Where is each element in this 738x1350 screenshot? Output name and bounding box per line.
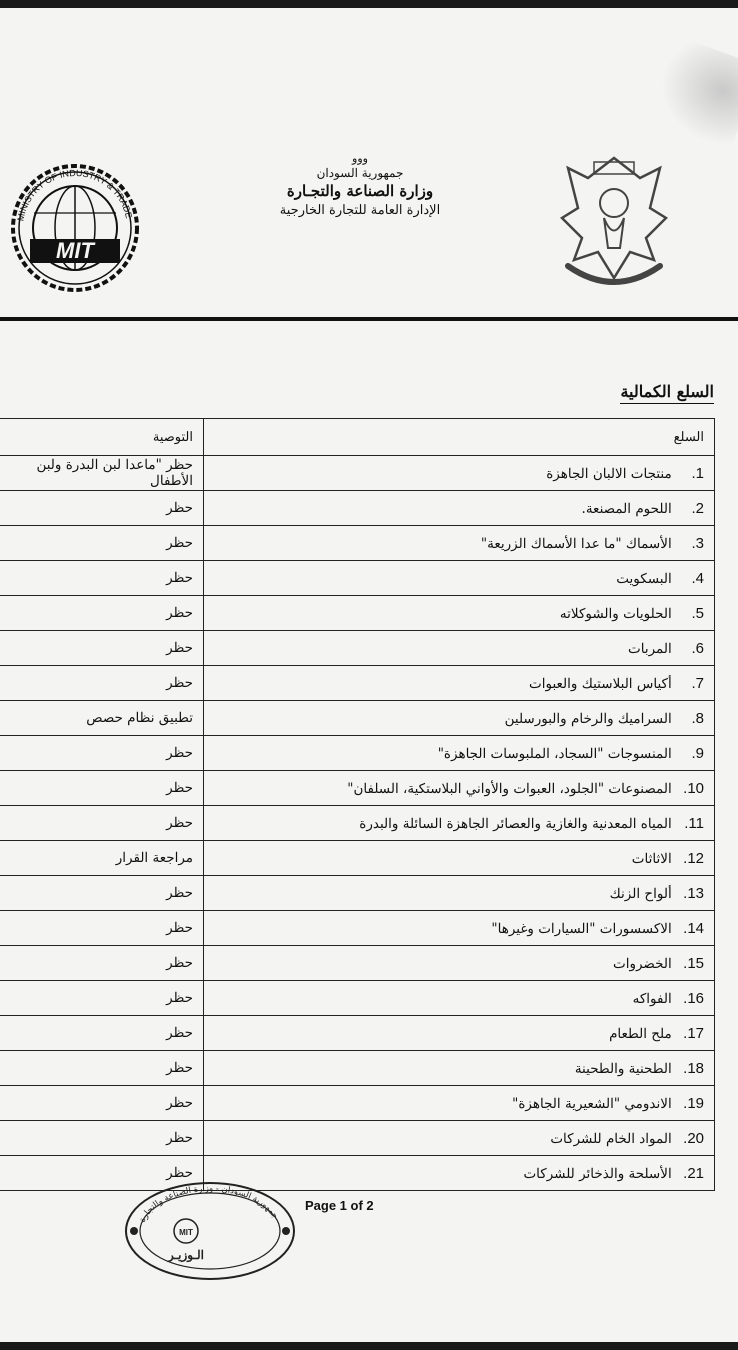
header-item: السلع [204, 419, 715, 456]
table-row [0, 491, 715, 526]
row-number: 16. [683, 989, 704, 1007]
row-number: 7. [691, 674, 704, 692]
ministry-logo-icon [10, 153, 140, 303]
stamp-center-text: الـوزيـر [168, 1248, 204, 1262]
goods-item-label: الطحنية والطحينة [574, 1060, 672, 1077]
recommendation-cell: حظر [0, 561, 204, 596]
goods-item-label: اللحوم المصنعة. [581, 500, 672, 517]
goods-item-label: الاثاثات [631, 850, 672, 867]
recommendation-cell: حظر [0, 1051, 204, 1086]
table-row [0, 841, 715, 876]
recommendation-cell: حظر [0, 596, 204, 631]
goods-item-cell [204, 631, 715, 666]
table-row [0, 631, 715, 666]
goods-item-label: منتجات الالبان الجاهزة [546, 465, 672, 482]
row-number: 6. [691, 639, 704, 657]
row-number: 18. [683, 1059, 704, 1077]
goods-item-cell [204, 1016, 715, 1051]
goods-item-label: الخضروات [612, 955, 672, 972]
recommendation-cell: حظر [0, 666, 204, 701]
header-recommendation: التوصية [0, 419, 204, 456]
goods-item-label: الاندومي "الشعيرية الجاهزة" [512, 1095, 672, 1112]
goods-item-label: أكياس البلاستيك والعبوات [529, 675, 672, 692]
logo-abbr: MIT [56, 238, 94, 263]
goods-item-cell [204, 701, 715, 736]
recommendation-cell: حظر [0, 911, 204, 946]
row-number: 1. [691, 464, 704, 482]
row-number: 11. [684, 814, 704, 832]
table-row [0, 1156, 715, 1191]
row-number: 4. [691, 569, 704, 587]
goods-item-cell [204, 981, 715, 1016]
header-republic: جمهورية السودان [316, 166, 404, 180]
goods-item-label: الأسلحة والذخائر للشركات [523, 1165, 672, 1182]
goods-item-cell [204, 876, 715, 911]
table-row [0, 1051, 715, 1086]
table-row [0, 1086, 715, 1121]
official-stamp-icon [120, 1173, 300, 1283]
goods-item-label: المصنوعات "الجلود، العبوات والأواني البلاستكية، السلفان" [347, 780, 672, 797]
row-number: 15. [683, 954, 704, 972]
table-row [0, 1016, 715, 1051]
recommendation-cell: حظر [0, 1156, 204, 1191]
table-body [0, 456, 715, 1191]
goods-item-label: ألواح الزنك [609, 885, 672, 902]
goods-item-cell [204, 1121, 715, 1156]
recommendation-cell: حظر [0, 771, 204, 806]
recommendation-cell: حظر [0, 736, 204, 771]
table-row [0, 1121, 715, 1156]
row-number: 17. [683, 1024, 704, 1042]
goods-item-cell [204, 666, 715, 701]
goods-item-cell [204, 1051, 715, 1086]
row-number: 20. [683, 1129, 704, 1147]
table-header-row [0, 419, 715, 456]
goods-item-cell [204, 456, 715, 491]
recommendation-cell: حظر "ماعدا لبن البدرة ولبن الأطفال [0, 456, 204, 491]
table-row [0, 806, 715, 841]
row-number: 8. [691, 709, 704, 727]
row-number: 14. [683, 919, 704, 937]
recommendation-cell: حظر [0, 876, 204, 911]
goods-item-label: الفواكه [632, 990, 672, 1007]
table-row [0, 981, 715, 1016]
goods-item-label: الاكسسورات "السيارات وغيرها" [491, 920, 672, 937]
letterhead [240, 153, 480, 221]
header-divider [0, 317, 738, 321]
table-row [0, 946, 715, 981]
document-page [0, 8, 738, 1342]
table-row [0, 526, 715, 561]
goods-item-cell [204, 561, 715, 596]
row-number: 21. [683, 1164, 704, 1182]
logo-ring-text: MINISTRY OF INDUSTRY & TRADE [15, 167, 135, 222]
table-row [0, 911, 715, 946]
sudan-emblem-eagle-icon [548, 148, 680, 298]
row-number: 10. [683, 779, 704, 797]
header-mark: ووو [352, 152, 368, 165]
goods-item-label: البسكويت [616, 570, 672, 587]
table-row [0, 666, 715, 701]
recommendation-cell: حظر [0, 526, 204, 561]
goods-item-cell [204, 841, 715, 876]
goods-item-cell [204, 491, 715, 526]
goods-item-cell [204, 946, 715, 981]
goods-item-label: ملح الطعام [609, 1025, 672, 1042]
recommendation-cell: حظر [0, 491, 204, 526]
goods-table [0, 418, 715, 1191]
table-row [0, 771, 715, 806]
scan-shadow [645, 35, 738, 150]
goods-item-cell [204, 771, 715, 806]
row-number: 13. [683, 884, 704, 902]
recommendation-cell: تطبيق نظام حصص [0, 701, 204, 736]
stamp-abbr: MIT [179, 1228, 193, 1237]
recommendation-cell: حظر [0, 981, 204, 1016]
header-ministry: وزارة الصناعة والتجـارة [286, 182, 434, 200]
goods-item-label: المواد الخام للشركات [550, 1130, 672, 1147]
goods-item-cell [204, 526, 715, 561]
goods-item-label: المربات [628, 640, 672, 657]
table-row [0, 701, 715, 736]
header-department: الإدارة العامة للتجارة الخارجية [279, 203, 441, 218]
goods-item-cell [204, 596, 715, 631]
table-row [0, 596, 715, 631]
goods-item-label: المنسوجات "السجاد، الملبوسات الجاهزة" [437, 745, 672, 762]
goods-item-label: المياه المعدنية والغازية والعصائر الجاهزة السائلة والبدرة [359, 815, 672, 832]
goods-item-cell [204, 911, 715, 946]
recommendation-cell: مراجعة القرار [0, 841, 204, 876]
row-number: 19. [683, 1094, 704, 1112]
goods-item-cell [204, 1086, 715, 1121]
recommendation-cell: حظر [0, 1086, 204, 1121]
recommendation-cell: حظر [0, 631, 204, 666]
goods-item-cell [204, 806, 715, 841]
table-row [0, 736, 715, 771]
row-number: 3. [691, 534, 704, 552]
goods-item-label: الحلويات والشوكلاته [559, 605, 672, 622]
recommendation-cell: حظر [0, 1016, 204, 1051]
goods-item-label: السراميك والرخام والبورسلين [504, 710, 672, 727]
recommendation-cell: حظر [0, 946, 204, 981]
goods-item-cell [204, 736, 715, 771]
section-title: السلع الكمالية [620, 382, 714, 404]
goods-item-label: الأسماك "ما عدا الأسماك الزريعة" [480, 535, 672, 552]
row-number: 12. [683, 849, 704, 867]
row-number: 9. [691, 744, 704, 762]
table-row [0, 456, 715, 491]
row-number: 5. [691, 604, 704, 622]
stamp-ring-text: جمهورية السودان - وزارة الصناعة والتجارة [137, 1183, 281, 1225]
recommendation-cell: حظر [0, 806, 204, 841]
row-number: 2. [691, 499, 704, 517]
table-row [0, 876, 715, 911]
page-number: Page 1 of 2 [305, 1198, 374, 1213]
recommendation-cell: حظر [0, 1121, 204, 1156]
table-row [0, 561, 715, 596]
